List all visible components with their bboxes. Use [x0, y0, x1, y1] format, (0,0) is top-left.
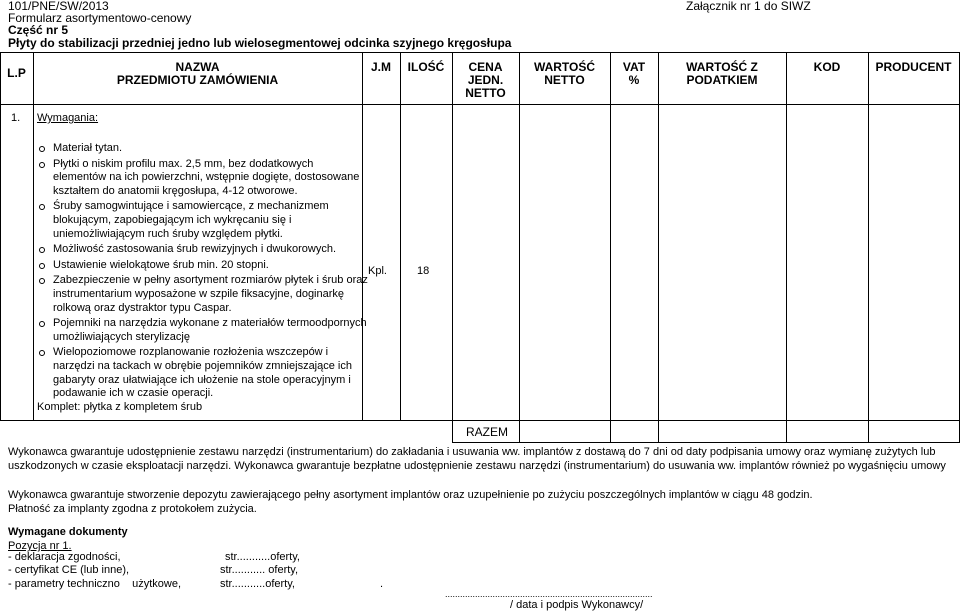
- col-line: [868, 52, 869, 442]
- row-lp: 1.: [11, 112, 21, 124]
- doc-line-label: - deklaracja zgodności,: [8, 551, 121, 563]
- bullet-icon: [39, 350, 45, 356]
- col-header-vat: VAT %: [622, 60, 646, 87]
- col-header-name: NAZWA PRZEDMIOTU ZAMÓWIENIA: [116, 60, 279, 87]
- col-header-jm: J.M: [370, 60, 391, 74]
- col-line: [452, 52, 453, 442]
- list-item: Wielopoziomowe rozplanowanie rozłożenia wszczepów i narzędzi na tackach w obrębie pojemników zmniejszające ich gabaryty oraz ułatwiające ich ułożenie na stole operacyjnym i podawanie ich w czasie operacji.: [53, 346, 368, 400]
- docs-position: Pozycja nr 1.: [8, 540, 72, 552]
- bullet-icon: [39, 278, 45, 284]
- list-item: Możliwość zastosowania śrub rewizyjnych i dwukorowych.: [53, 243, 368, 257]
- list-item: Śruby samogwintujące i samowiercące, z mechanizmem blokującym, zapobiegającym ich wykręcaniu się i uniemożliwiającym ruch śruby względem płytki.: [53, 200, 368, 241]
- col-header-unit-price: CENA JEDN. NETTO: [465, 60, 506, 100]
- col-header-qty: ILOŚĆ: [407, 60, 445, 74]
- doc-line-label: - parametry techniczno użytkowe,: [8, 578, 182, 590]
- col-header-gross-value: WARTOŚĆ Z PODATKIEM: [686, 60, 758, 87]
- col-line: [786, 52, 787, 442]
- col-header-net-value: WARTOŚĆ NETTO: [533, 60, 596, 87]
- komplet-text: Komplet: płytka z kompletem śrub: [37, 401, 203, 413]
- bullet-icon: [39, 146, 45, 152]
- signature-dots: ...................................................................................: [445, 589, 653, 599]
- bullet-icon: [39, 162, 45, 168]
- col-header-code: KOD: [813, 60, 841, 74]
- signature-label: / data i podpis Wykonawcy/: [510, 599, 644, 611]
- col-header-producer: PRODUCENT: [875, 60, 952, 74]
- col-header-lp: L.P: [7, 66, 26, 80]
- row-unit: Kpl.: [368, 265, 387, 277]
- list-item: Zabezpieczenie w pełny asortyment rozmiarów płytek i śrub oraz instrumentarium wyposażone w szpile fiksacyjne, doginarkę rolkową oraz dystraktor typu Caspar.: [53, 274, 368, 315]
- list-item: Ustawienie wielokątowe śrub min. 20 stopni.: [53, 259, 368, 273]
- list-item: Pojemniki na narzędzia wykonane z materiałów termoodpornych umożliwiających sterylizację: [53, 317, 368, 344]
- col-line: [33, 52, 34, 420]
- table-top-border: [0, 52, 960, 53]
- page-title: Płyty do stabilizacji przedniej jedno lub wielosegmentowej odcinka szyjnego kręgosłupa: [8, 36, 512, 50]
- form-title: Formularz asortymentowo-cenowy: [8, 11, 192, 25]
- note-deposit: Wykonawca gwarantuje stworzenie depozytu zawierającego pełny asortyment implantów oraz uzupełnienie po zużyciu poszczególnych implantów w ciągu 48 godzin.: [8, 489, 813, 501]
- col-line: [610, 52, 611, 442]
- col-line: [519, 52, 520, 442]
- bullet-icon: [39, 263, 45, 269]
- row-bottom-border: [0, 420, 960, 421]
- doc-line-value: str...........oferty,: [225, 551, 300, 563]
- bullet-icon: [39, 247, 45, 253]
- doc-trailing-dot: .: [380, 578, 384, 590]
- doc-line-value: str...........oferty,: [220, 578, 295, 590]
- col-line: [400, 52, 401, 420]
- col-line: [658, 52, 659, 442]
- razem-bottom-border: [452, 442, 960, 443]
- header-bottom-border: [0, 104, 960, 105]
- row-quantity: 18: [417, 265, 430, 277]
- note-payment: Płatność za implanty zgodna z protokołem zużycia.: [8, 503, 257, 515]
- col-line: [0, 52, 1, 420]
- bullet-icon: [39, 321, 45, 327]
- doc-line-label: - certyfikat CE (lub inne),: [8, 564, 130, 576]
- list-item: Materiał tytan.: [53, 142, 368, 156]
- note-tools-guarantee: Wykonawca gwarantuje udostępnienie zestawu narzędzi (instrumentarium) do zakładania i usuwania ww. implantów z dostawą do 7 dni od daty podpisania umowy oraz wymianę zużytych lub uszkodzonych w czasie eksploatacji narzędzi. Wykonawca gwarantuje bezpłatne udostępnienie zestawu narzędzi (instrumentarium) do usuwania ww. implantów również po wygaśnięciu umowy: [8, 446, 946, 473]
- bullet-icon: [39, 204, 45, 210]
- doc-line-value: str........... oferty,: [220, 564, 299, 576]
- requirements-label: Wymagania:: [37, 112, 99, 124]
- razem-label: RAZEM: [466, 425, 508, 439]
- docs-title: Wymagane dokumenty: [8, 526, 128, 538]
- attachment-label: Załącznik nr 1 do SIWZ: [686, 0, 811, 13]
- document-ref: 101/PNE/SW/2013: [8, 0, 109, 13]
- part-number: Część nr 5: [8, 23, 69, 37]
- requirements-list: [53, 142, 368, 403]
- list-item: Płytki o niskim profilu max. 2,5 mm, bez dodatkowych elementów na ich powierzchni, wstępnie dogięte, dostosowane kształtem do anatomii kręgosłupa, 4-12 otworowe.: [53, 158, 368, 199]
